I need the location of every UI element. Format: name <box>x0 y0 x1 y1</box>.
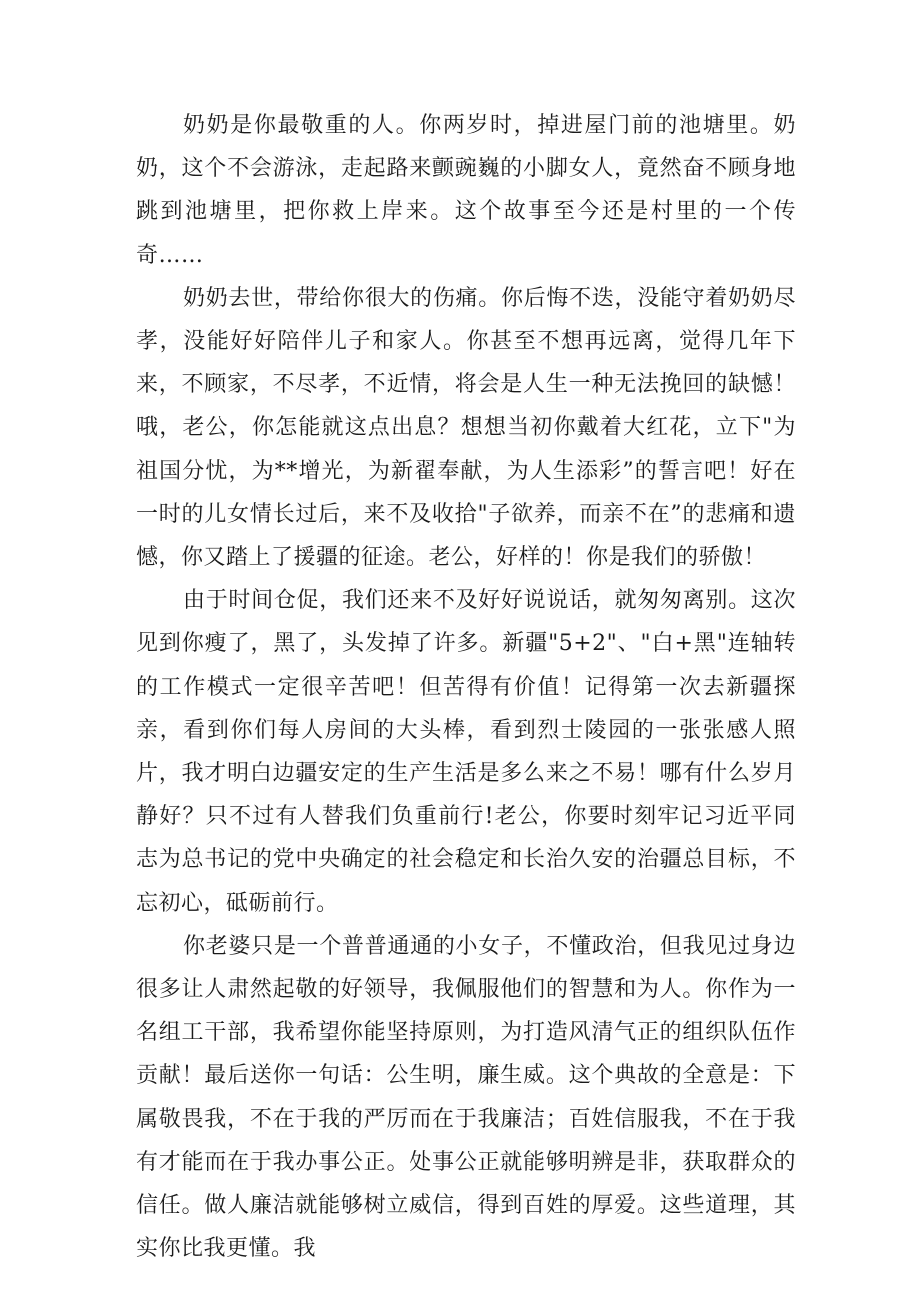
paragraph-farewell-xinjiang: 由于时间仓促，我们还来不及好好说说话，就匆匆离别。这次见到你瘦了，黑了，头发掉了许多。新疆"5+2"、"白+黑"连轴转的工作模式一定很辛苦吧！但苦得有价值！记得第一次去新疆探亲，看到你们每人房间的大头棒，看到烈士陵园的一张张感人照片，我才明白边疆安定的生产生活是多么来之不易！哪有什么岁月静好？只不过有人替我们负重前行!老公，你要时刻牢记习近平同志为总书记的党中央确定的社会稳定和长治久安的治疆总目标，不忘初心，砥砺前行。 <box>136 588 796 916</box>
paragraph-advice-integrity: 你老婆只是一个普普通通的小女子，不懂政治，但我见过身边很多让人肃然起敬的好领导，我佩服他们的智慧和为人。你作为一名组工干部，我希望你能坚持原则，为打造风清气正的组织队伍作贡献！最后送你一句话：公生明，廉生威。这个典故的全意是：下属敬畏我，不在于我的严厉而在于我廉洁；百姓信服我，不在于我有才能而在于我办事公正。处事公正就能够明辨是非，获取群众的信任。做人廉洁就能够树立威信，得到百姓的厚爱。这些道理，其实你比我更懂。我 <box>136 933 796 1262</box>
body-text <box>136 104 796 1270</box>
paragraph-grandmother-story: 奶奶是你最敬重的人。你两岁时，掉进屋门前的池塘里。奶奶，这个不会游泳，走起路来颤豌巍的小脚女人，竟然奋不顾身地跳到池塘里，把你救上岸来。这个故事至今还是村里的一个传奇…… <box>136 113 796 268</box>
paragraph-grandmother-death: 奶奶去世，带给你很大的伤痛。你后悔不迭，没能守着奶奶尽孝，没能好好陪伴儿子和家人。你甚至不想再远离，觉得几年下来，不顾家，不尽孝，不近情，将会是人生一种无法挽回的缺憾！哦，老公，你怎能就这点出息？想想当初你戴着大红花，立下"为祖国分忧，为**增光，为新翟奉献，为人生添彩”的誓言吧！好在一时的儿女情长过后，来不及收拾"子欲养，而亲不在”的悲痛和遗憾，你又踏上了援疆的征途。老公，好样的！你是我们的骄傲！ <box>136 285 796 571</box>
